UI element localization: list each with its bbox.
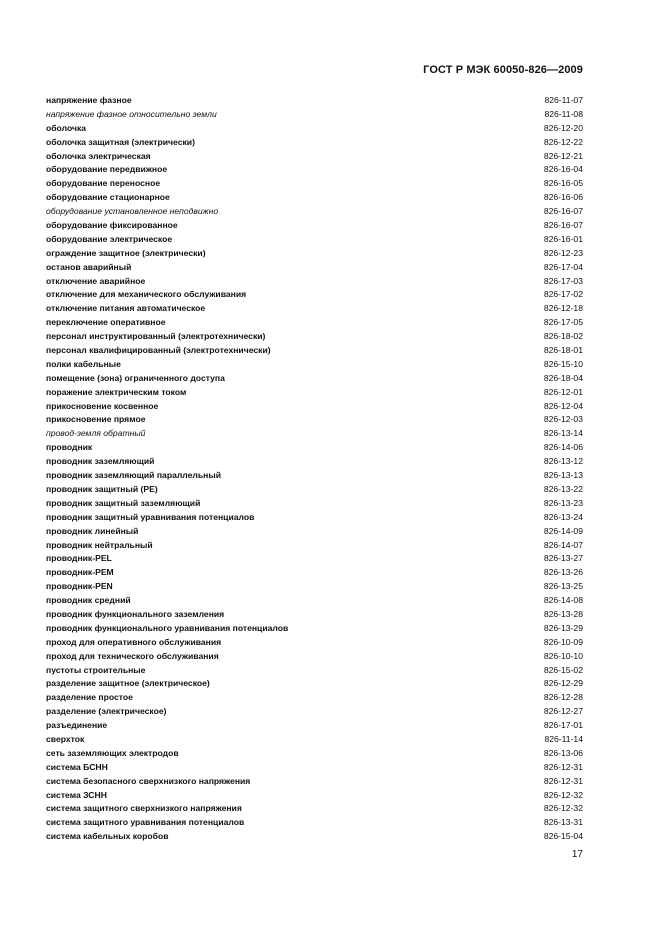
entry-code: 826-13-22 (543, 483, 583, 494)
index-entry (46, 552, 583, 566)
index-entry (46, 483, 583, 497)
entry-term: персонал квалифицированный (электротехнически) (46, 345, 271, 356)
entry-term: проводник защитный уравнивания потенциалов (46, 511, 255, 522)
entry-term: разделение простое (46, 692, 133, 703)
entry-term: пустоты строительные (46, 664, 146, 675)
entry-term: оборудование электрическое (46, 233, 173, 244)
document-header: ГОСТ Р МЭК 60050-826—2009 (423, 64, 583, 76)
index-entry (46, 163, 583, 177)
index-entry (46, 150, 583, 164)
index-entry (46, 358, 583, 372)
index-entry (46, 275, 583, 289)
entry-term: напряжение фазное (46, 95, 132, 105)
entry-term: прикосновение косвенное (46, 400, 159, 411)
entry-term: оборудование фиксированное (46, 220, 178, 231)
index-entry (46, 580, 583, 594)
entry-code: 826-11-08 (544, 108, 583, 119)
entry-code: 826-18-01 (543, 345, 583, 356)
entry-term: система защитного сверхнизкого напряжения (46, 803, 242, 814)
index-entry-list (46, 94, 583, 844)
index-entry (46, 816, 583, 830)
index-entry (46, 719, 583, 733)
entry-term: разделение (электрическое) (46, 706, 167, 717)
entry-code: 826-11-14 (544, 733, 583, 744)
entry-code: 826-16-06 (543, 192, 583, 203)
entry-code: 826-12-03 (543, 414, 583, 425)
entry-term: оболочка защитная (электрически) (46, 136, 195, 147)
index-entry (46, 761, 583, 775)
entry-code: 826-15-04 (543, 831, 583, 842)
index-entry (46, 705, 583, 719)
entry-term: проводник заземляющий (46, 456, 155, 467)
index-entry (46, 386, 583, 400)
entry-term: проводник-PEN (46, 581, 113, 592)
index-entry (46, 539, 583, 553)
index-entry (46, 372, 583, 386)
index-entry (46, 427, 583, 441)
entry-term: прикосновение прямое (46, 414, 146, 425)
index-entry (46, 830, 583, 844)
index-entry (46, 650, 583, 664)
index-entry (46, 664, 583, 678)
entry-term: система безопасного сверхнизкого напряжения (46, 775, 251, 786)
entry-code: 826-16-07 (543, 220, 583, 231)
entry-term: сеть заземляющих электродов (46, 747, 179, 758)
index-entry (46, 608, 583, 622)
entry-code: 826-12-23 (543, 247, 583, 258)
index-entry (46, 261, 583, 275)
entry-term: проход для оперативного обслуживания (46, 636, 222, 647)
entry-term: проводник функционального уравнивания потенциалов (46, 622, 289, 633)
entry-term: проводник функционального заземления (46, 608, 225, 619)
entry-code: 826-17-01 (543, 720, 583, 731)
entry-term: отключение для механического обслуживания (46, 289, 247, 300)
entry-term: система ЗСНН (46, 789, 107, 800)
entry-term: проводник-PEL (46, 553, 112, 564)
entry-code: 826-13-23 (543, 497, 583, 508)
index-entry (46, 413, 583, 427)
entry-code: 826-13-12 (543, 456, 583, 467)
index-entry (46, 344, 583, 358)
index-entry (46, 288, 583, 302)
index-entry (46, 789, 583, 803)
entry-term: напряжение фазное относительно земли (46, 108, 217, 119)
entry-code: 826-12-29 (543, 678, 583, 689)
entry-code: 826-13-24 (543, 511, 583, 522)
entry-code: 826-13-31 (543, 817, 583, 828)
entry-code: 826-10-10 (543, 650, 583, 661)
entry-code: 826-17-04 (543, 261, 583, 272)
index-entry (46, 247, 583, 261)
entry-code: 826-12-18 (543, 303, 583, 314)
entry-term: проводник нейтральный (46, 539, 153, 550)
index-entry (46, 525, 583, 539)
index-entry (46, 775, 583, 789)
entry-term: помещение (зона) ограниченного доступа (46, 372, 225, 383)
entry-term: проводник линейный (46, 525, 139, 536)
entry-code: 826-18-02 (543, 331, 583, 342)
entry-term: проводник-PEM (46, 567, 114, 578)
entry-term: проводник (46, 442, 93, 453)
index-entry (46, 497, 583, 511)
entry-code: 826-16-07 (543, 206, 583, 217)
entry-term: проводник защитный (PE) (46, 483, 158, 494)
entry-code: 826-10-09 (543, 636, 583, 647)
entry-code: 826-12-32 (543, 803, 583, 814)
index-entry (46, 191, 583, 205)
entry-term: оболочка электрическая (46, 150, 151, 161)
entry-term: оборудование стационарное (46, 192, 170, 203)
index-entry (46, 122, 583, 136)
entry-code: 826-17-03 (543, 275, 583, 286)
entry-code: 826-12-04 (543, 400, 583, 411)
entry-term: отключение аварийное (46, 275, 146, 286)
index-entry (46, 330, 583, 344)
index-entry (46, 400, 583, 414)
index-entry (46, 177, 583, 191)
entry-code: 826-18-04 (543, 372, 583, 383)
index-entry (46, 302, 583, 316)
index-entry (46, 219, 583, 233)
entry-code: 826-13-27 (543, 553, 583, 564)
entry-code: 826-16-01 (543, 233, 583, 244)
entry-term: полки кабельные (46, 358, 121, 369)
entry-code: 826-15-02 (543, 664, 583, 675)
entry-code: 826-11-07 (544, 95, 583, 105)
entry-code: 826-15-10 (543, 358, 583, 369)
entry-code: 826-12-27 (543, 706, 583, 717)
entry-code: 826-16-04 (543, 164, 583, 175)
entry-code: 826-13-25 (543, 581, 583, 592)
index-entry (46, 455, 583, 469)
entry-term: оборудование переносное (46, 178, 161, 189)
entry-code: 826-13-13 (543, 470, 583, 481)
entry-term: поражение электрическим током (46, 386, 187, 397)
entry-term: персонал инструктированный (электротехнически) (46, 331, 266, 342)
entry-term: проход для технического обслуживания (46, 650, 219, 661)
entry-code: 826-17-02 (543, 289, 583, 300)
entry-term: проводник защитный заземляющий (46, 497, 201, 508)
entry-term: система БСНН (46, 761, 108, 772)
entry-term: система кабельных коробов (46, 831, 169, 842)
entry-term: проводник заземляющий параллельный (46, 470, 221, 481)
entry-term: проводник средний (46, 595, 131, 606)
entry-term: переключение оперативное (46, 317, 166, 328)
entry-code: 826-12-20 (543, 122, 583, 133)
index-entry (46, 566, 583, 580)
entry-code: 826-14-08 (543, 595, 583, 606)
page-number: 17 (571, 849, 583, 860)
entry-term: останов аварийный (46, 261, 132, 272)
entry-term: система защитного уравнивания потенциалов (46, 817, 245, 828)
entry-code: 826-12-31 (543, 761, 583, 772)
index-entry (46, 441, 583, 455)
entry-code: 826-13-28 (543, 608, 583, 619)
index-entry (46, 733, 583, 747)
entry-code: 826-12-22 (543, 136, 583, 147)
entry-term: оборудование передвижное (46, 164, 168, 175)
index-entry (46, 622, 583, 636)
entry-code: 826-14-09 (543, 525, 583, 536)
index-entry (46, 802, 583, 816)
entry-term: ограждение защитное (электрически) (46, 247, 206, 258)
entry-code: 826-12-01 (543, 386, 583, 397)
entry-code: 826-14-06 (543, 442, 583, 453)
entry-term: оболочка (46, 122, 87, 133)
index-entry (46, 108, 583, 122)
entry-term: разделение защитное (электрическое) (46, 678, 210, 689)
entry-term: сверхток (46, 733, 85, 744)
entry-term: отключение питания автоматическое (46, 303, 206, 314)
entry-term: разъединение (46, 720, 108, 731)
index-entry (46, 469, 583, 483)
index-entry (46, 205, 583, 219)
index-entry (46, 636, 583, 650)
entry-term: провод-земля обратный (46, 428, 146, 439)
entry-code: 826-12-21 (543, 150, 583, 161)
entry-code: 826-13-14 (543, 428, 583, 439)
entry-term: оборудование установленное неподвижно (46, 206, 219, 217)
index-entry (46, 136, 583, 150)
index-entry (46, 594, 583, 608)
index-entry (46, 511, 583, 525)
entry-code: 826-13-06 (543, 747, 583, 758)
entry-code: 826-12-31 (543, 775, 583, 786)
entry-code: 826-13-29 (543, 622, 583, 633)
index-entry (46, 233, 583, 247)
index-entry (46, 316, 583, 330)
entry-code: 826-17-05 (543, 317, 583, 328)
index-entry (46, 747, 583, 761)
entry-code: 826-16-05 (543, 178, 583, 189)
index-entry (46, 691, 583, 705)
index-entry (46, 94, 583, 108)
entry-code: 826-14-07 (543, 539, 583, 550)
entry-code: 826-12-32 (543, 789, 583, 800)
index-entry (46, 677, 583, 691)
entry-code: 826-12-28 (543, 692, 583, 703)
entry-code: 826-13-26 (543, 567, 583, 578)
